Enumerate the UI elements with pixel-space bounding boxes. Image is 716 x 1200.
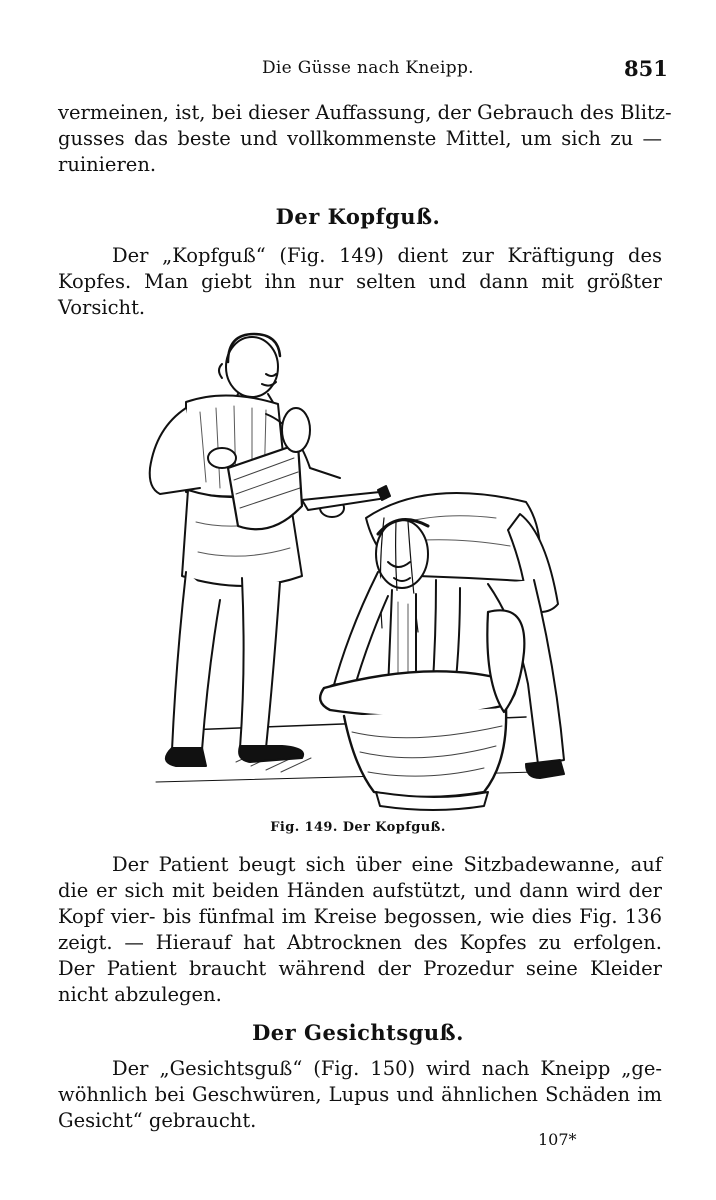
figure-illustration	[116, 322, 600, 812]
text-line: vermeinen, ist, bei dieser Auffassung, der Gebrauch des Blitz-	[58, 101, 672, 124]
text-line: nicht abzulegen.	[58, 983, 222, 1006]
running-title: Die Güsse nach Kneipp.	[262, 58, 474, 78]
text-line: Gesicht“ gebraucht.	[58, 1109, 257, 1132]
intro-paragraph	[58, 100, 672, 178]
text-line: Vorsicht.	[58, 296, 146, 319]
printer-signature: 107*	[538, 1130, 577, 1149]
gesichtsguss-paragraph-1	[58, 1056, 662, 1134]
kopfguss-paragraph-2	[58, 852, 662, 1008]
text-line: gusses das beste und vollkommenste Mittel, um sich zu —	[58, 127, 662, 150]
text-line: Kopfes. Man giebt ihn nur selten und dann mit größter	[58, 270, 662, 293]
kopfguss-engraving	[116, 322, 600, 812]
section-heading-gesichtsguss: Der Gesichtsguß.	[252, 1020, 464, 1045]
text-line: die er sich mit beiden Händen aufstützt, und dann wird der	[58, 879, 662, 902]
section-heading-kopfguss: Der Kopfguß.	[275, 204, 441, 229]
text-line: zeigt. — Hierauf hat Abtrocknen des Kopfes zu erfolgen.	[58, 931, 662, 954]
text-line: Der „Kopfguß“ (Fig. 149) dient zur Kräftigung des	[112, 244, 662, 267]
page-number: 851	[624, 56, 668, 81]
text-line: Der „Gesichtsguß“ (Fig. 150) wird nach Kneipp „ge-	[112, 1057, 662, 1080]
text-line: Der Patient braucht während der Prozedur seine Kleider	[58, 957, 662, 980]
figure-caption: Fig. 149. Der Kopfguß.	[270, 820, 446, 835]
text-line: ruinieren.	[58, 153, 157, 176]
kopfguss-paragraph-1	[58, 243, 662, 321]
text-line: Kopf vier- bis fünfmal im Kreise begossen, wie dies Fig. 136	[58, 905, 662, 928]
text-line: Der Patient beugt sich über eine Sitzbadewanne, auf	[112, 853, 662, 876]
text-line: wöhnlich bei Geschwüren, Lupus und ähnlichen Schäden im	[58, 1083, 662, 1106]
running-head	[0, 52, 716, 88]
